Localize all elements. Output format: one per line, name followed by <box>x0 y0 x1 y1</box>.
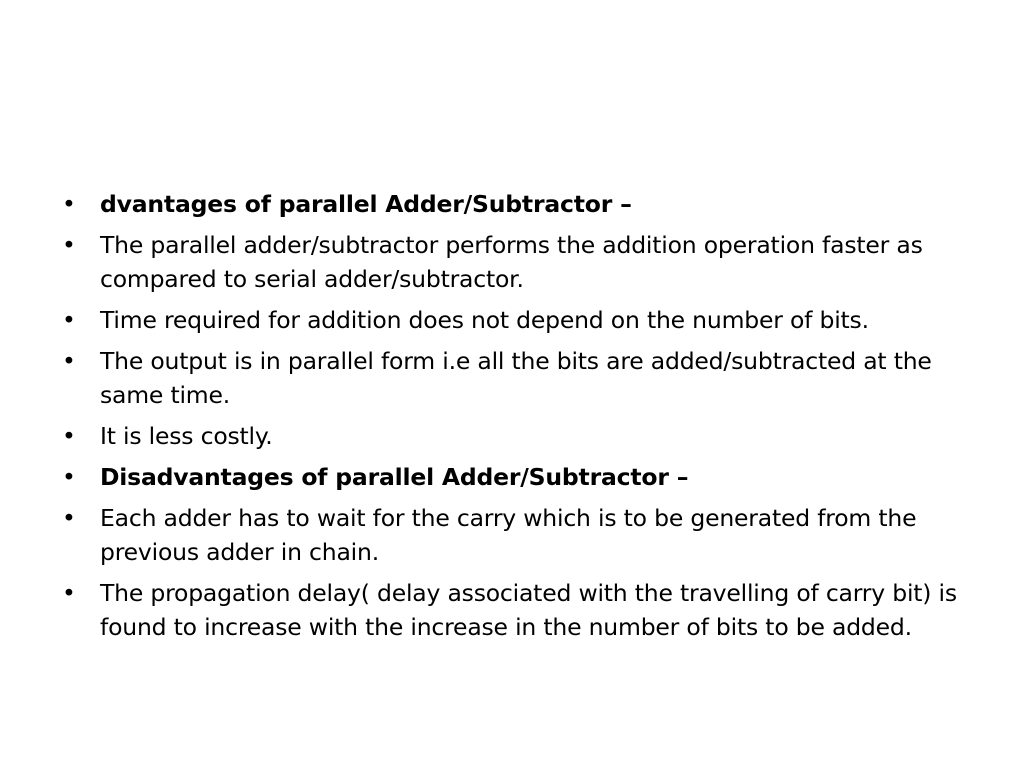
bullet-item <box>62 228 982 296</box>
bullet-item <box>62 501 982 569</box>
bullet-icon: • <box>62 463 76 491</box>
bullet-icon: • <box>62 231 76 259</box>
bullet-text: Disadvantages of parallel Adder/Subtractor – <box>100 463 689 491</box>
bullet-item <box>62 419 982 453</box>
bullet-icon: • <box>62 422 76 450</box>
bullet-text: It is less costly. <box>100 422 273 450</box>
bullet-icon: • <box>62 504 76 532</box>
bullet-list <box>62 187 982 651</box>
bullet-item <box>62 303 982 337</box>
bullet-text: The parallel adder/subtractor performs the addition operation faster as compared to serial adder/subtractor. <box>100 231 923 293</box>
bullet-icon: • <box>62 347 76 375</box>
bullet-icon: • <box>62 579 76 607</box>
bullet-text: Each adder has to wait for the carry which is to be generated from the previous adder in chain. <box>100 504 917 566</box>
bullet-item <box>62 576 982 644</box>
bullet-text: Time required for addition does not depend on the number of bits. <box>100 306 869 334</box>
bullet-item-advantages-heading <box>62 187 982 221</box>
bullet-icon: • <box>62 306 76 334</box>
bullet-text: The propagation delay( delay associated with the travelling of carry bit) is found to increase with the increase in the number of bits to be added. <box>100 579 957 641</box>
bullet-item-disadvantages-heading <box>62 460 982 494</box>
bullet-text: dvantages of parallel Adder/Subtractor – <box>100 190 632 218</box>
bullet-icon: • <box>62 190 76 218</box>
bullet-text: The output is in parallel form i.e all the bits are added/subtracted at the same time. <box>100 347 932 409</box>
bullet-item <box>62 344 982 412</box>
